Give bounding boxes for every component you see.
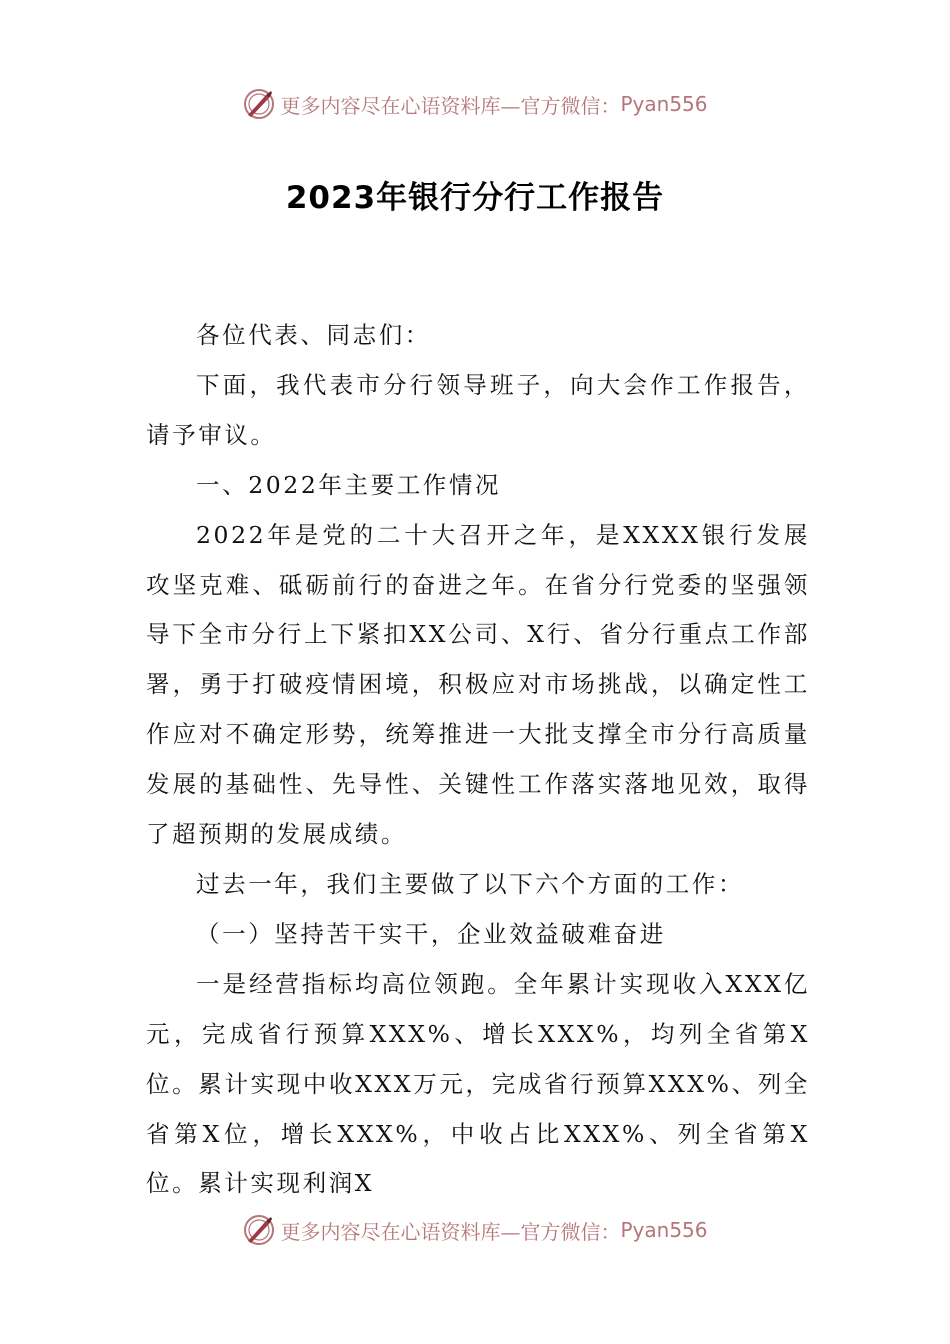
pen-logo-icon (242, 1213, 276, 1247)
document-body (146, 311, 810, 1209)
watermark-text: 更多内容尽在心语资料库—官方微信： (280, 1219, 621, 1244)
watermark-text: 更多内容尽在心语资料库—官方微信： (280, 93, 621, 118)
pen-logo-icon (242, 87, 276, 121)
watermark-account: Pyan556 (620, 1218, 708, 1242)
paragraph: 2022年是党的二十大召开之年，是XXXX银行发展攻坚克难、砥砺前行的奋进之年。在省分行党委的坚强领导下全市分行上下紧扣XX公司、X行、省分行重点工作部署，勇于打破疫情困境，积极应对市场挑战，以确定性工作应对不确定形势，统筹推进一大批支撑全市分行高质量发展的基础性、先导性、关键性工作落实落地见效，取得了超预期的发展成绩。 (146, 520, 810, 849)
document-title: 2023年银行分行工作报告 (285, 180, 665, 216)
paragraph: 过去一年，我们主要做了以下六个方面的工作： (196, 869, 745, 898)
subsection-heading: （一）坚持苦干实干，企业效益破难奋进 (196, 919, 666, 948)
watermark-account: Pyan556 (620, 92, 708, 116)
paragraph: 各位代表、同志们： (196, 321, 431, 349)
section-heading: 一、2022年主要工作情况 (196, 470, 502, 499)
header-watermark (0, 84, 950, 124)
paragraph: 下面，我代表市分行领导班子，向大会作工作报告，请予审议。 (146, 370, 810, 449)
paragraph: 一是经营指标均高位领跑。全年累计实现收入XXX亿元，完成省行预算XXX%、增长XXX%，均列全省第X位。累计实现中收XXX万元，完成省行预算XXX%、列全省第X位，增长XXX%，中收占比XXX%、列全省第X位。累计实现利润X (146, 969, 810, 1198)
footer-watermark (0, 1210, 950, 1250)
